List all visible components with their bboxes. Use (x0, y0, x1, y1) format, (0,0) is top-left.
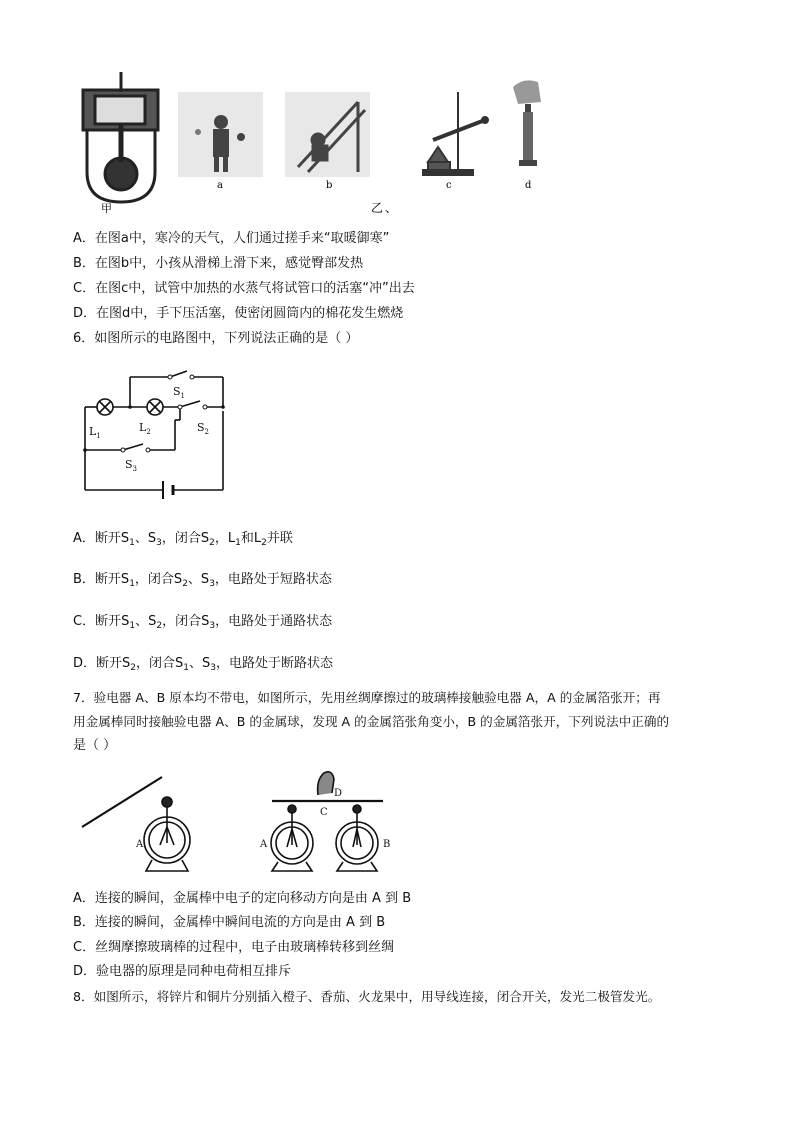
label-jia: 甲 (101, 202, 112, 215)
q7-option-b: B．连接的瞬间，金属棒中瞬间电流的方向是由 A 到 B (73, 915, 386, 930)
label-a: a (217, 180, 223, 191)
q8-stem: 8．如图所示，将锌片和铜片分别插入橙子、香茄、火龙果中，用导线连接，闭合开关，发光二极管发光。 (73, 989, 661, 1004)
label-s1: $S_1$ (173, 385, 186, 400)
q7-stem-line3: 是（ ） (73, 738, 117, 753)
electroscope-a-left (144, 797, 190, 871)
test-tube-stand-image (423, 92, 488, 175)
label-b: b (326, 180, 333, 191)
electroscope-a-mid (271, 805, 313, 871)
svg-text:、: 、 (385, 201, 398, 215)
piston-cylinder-image (513, 80, 541, 166)
q6-option-b: B．断开$S_1$，闭合$S_2$、$S_3$，电路处于短路状态 (73, 572, 332, 589)
label-d: D (334, 788, 343, 799)
q7-stem-line1: 7．验电器 A、B 原本均不带电，如图所示，先用丝绸摩擦过的玻璃棒接触验电器 A，A 的金属箔张开；再 (73, 690, 661, 705)
label-a-mid: A (260, 839, 268, 850)
label-b-mid: B (383, 839, 391, 850)
label-d: d (525, 180, 532, 191)
top-figure (73, 62, 553, 220)
label-s2: $S_2$ (197, 421, 210, 436)
q6-option-d: D．断开$S_2$，闭合$S_1$、$S_3$，电路处于断路状态 (73, 656, 334, 673)
label-c: C (320, 807, 328, 818)
q5-option-c: C．在图c中，试管中加热的水蒸气将试管口的活塞“冲”出去 (73, 281, 415, 296)
label-l2: $L_2$ (139, 421, 151, 436)
q7-option-c: C．丝绸摩擦玻璃棒的过程中，电子由玻璃棒转移到丝绸 (73, 940, 395, 955)
q5-option-b: B．在图b中，小孩从滑梯上滑下来，感觉臀部发热 (73, 256, 364, 271)
electroscope-figure (80, 765, 400, 875)
engine-cylinder-image (83, 72, 158, 202)
q6-option-c: C．断开$S_1$、$S_2$，闭合$S_3$，电路处于通路状态 (73, 614, 333, 631)
label-s3: $S_3$ (125, 458, 138, 473)
label-a-left: A (136, 839, 144, 850)
electroscope-b (336, 805, 378, 871)
label-yi: 乙 (371, 201, 384, 215)
q6-option-a: A．断开$S_1$、$S_3$，闭合$S_2$，$L_1$和$L_2$并联 (73, 531, 293, 548)
q6-stem: 6．如图所示的电路图中，下列说法正确的是（ ） (73, 331, 359, 346)
q7-stem-line2: 用金属棒同时接触验电器 A、B 的金属球，发现 A 的金属箔张角变小，B 的金属箔张开，下列说法中正确的 (73, 714, 670, 729)
q5-option-d: D．在图d中，手下压活塞，使密闭圆筒内的棉花发生燃烧 (73, 306, 404, 321)
label-l1: $L_1$ (89, 425, 101, 440)
circuit-diagram (75, 365, 235, 500)
q7-option-d: D．验电器的原理是同种电荷相互排斥 (73, 964, 292, 979)
q5-option-a: A．在图a中，寒冷的天气，人们通过搓手来“取暖御寒” (73, 231, 390, 246)
q7-option-a: A．连接的瞬间，金属棒中电子的定向移动方向是由 A 到 B (73, 891, 412, 906)
label-c: c (446, 180, 452, 191)
